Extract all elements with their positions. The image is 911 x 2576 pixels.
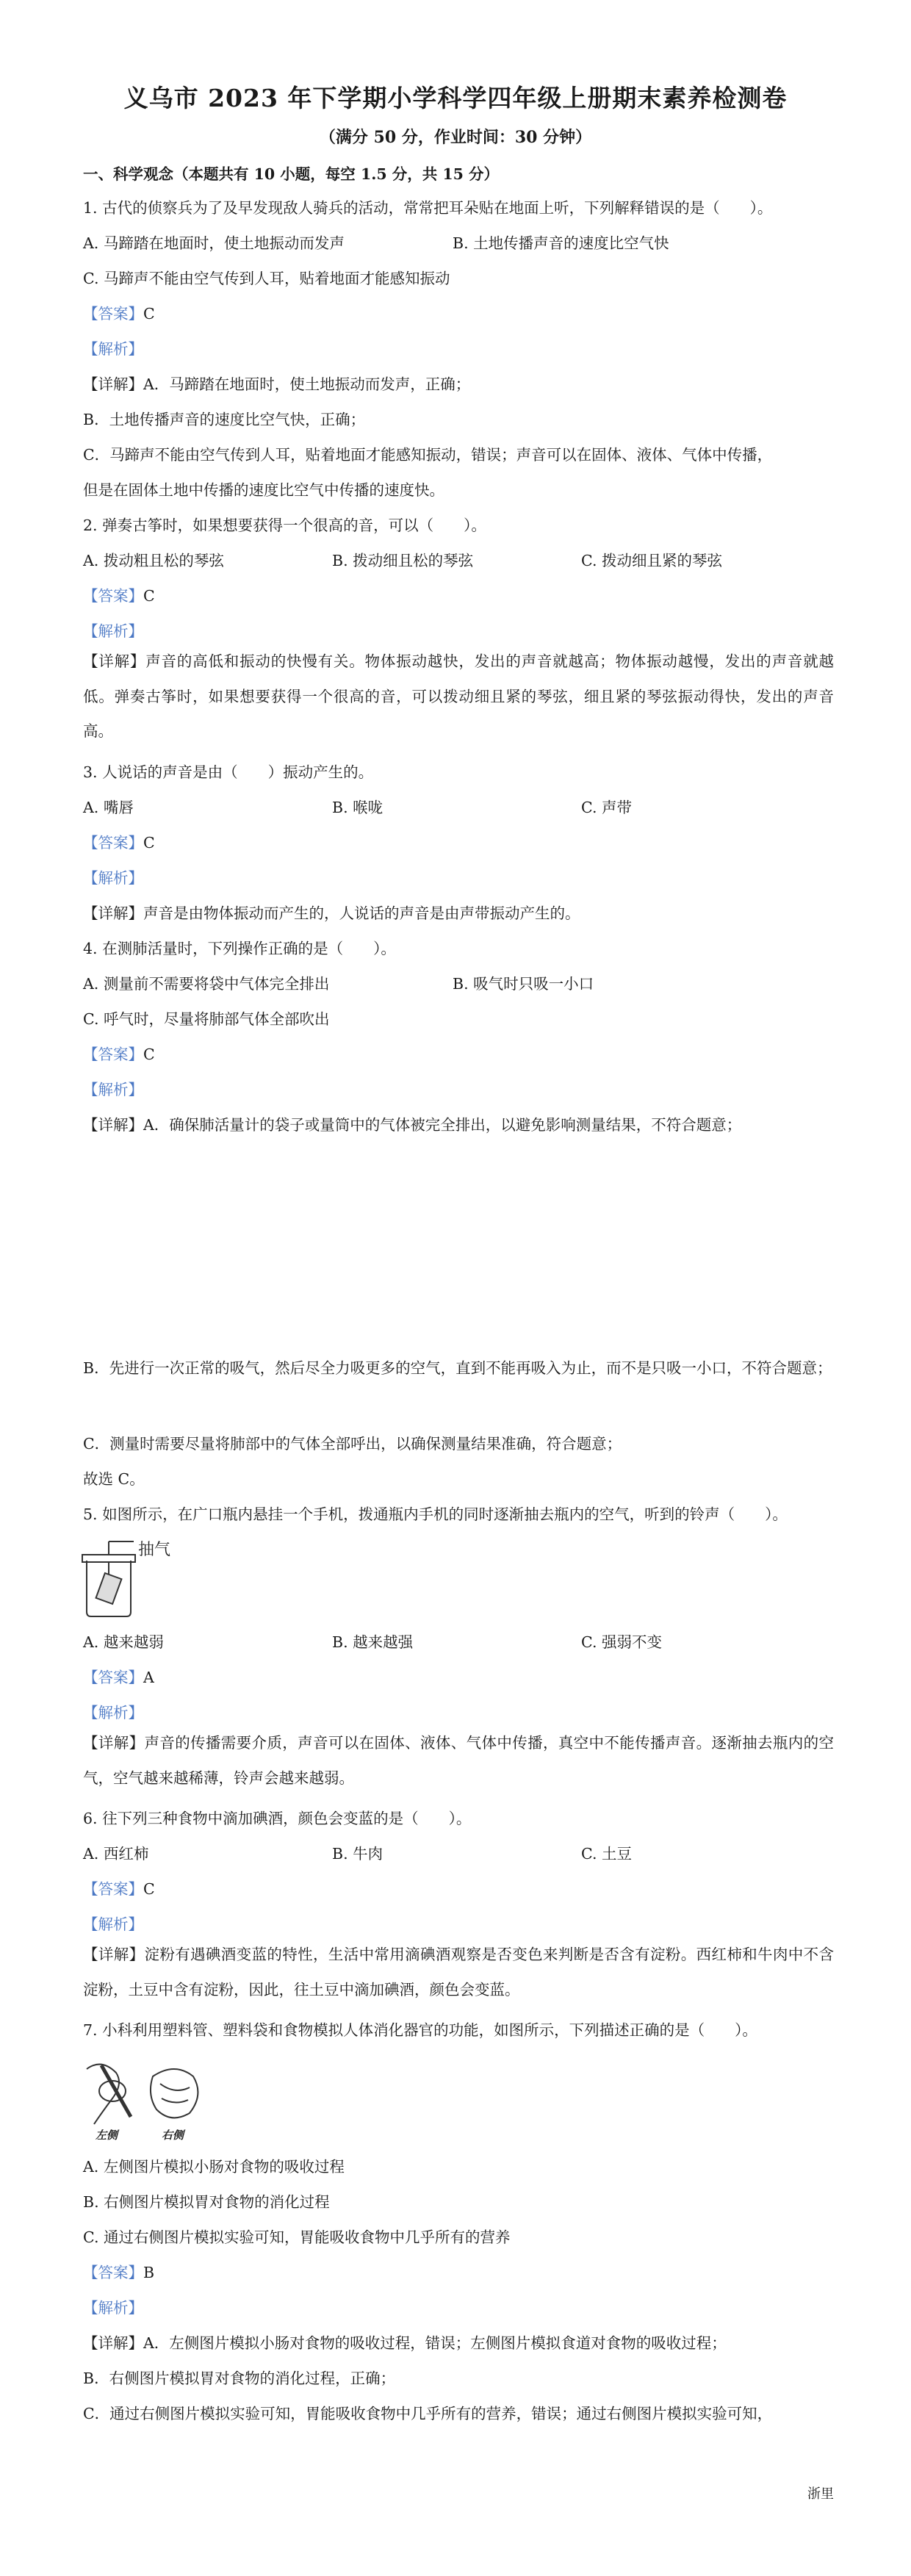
q7-detail-1-text: A．左侧图片模拟小肠对食物的吸收过程，错误；左侧图片模拟食道对食物的吸收过程；: [143, 2334, 727, 2352]
q1-detail-3: C．马蹄声不能由空气传到人耳，贴着地面才能感知振动，错误；声音可以在固体、液体、气体中传播，: [83, 446, 773, 464]
q6-stem: 6. 往下列三种食物中滴加碘酒，颜色会变蓝的是（ ）。: [83, 1810, 472, 1827]
q7-stem: 7. 小科利用塑料管、塑料袋和食物模拟人体消化器官的功能，如图所示，下列描述正确的是（ ）。: [83, 2021, 757, 2039]
q2-answer-value: C: [143, 587, 155, 605]
q5-answer: [83, 1666, 154, 1688]
q2-option-c: C. 拨动细且紧的琴弦: [581, 552, 722, 569]
page-title: 义乌市 2023 年下学期小学科学四年级上册期末素养检测卷: [123, 84, 788, 112]
q3-answer-value: C: [143, 834, 155, 852]
q4-detail-1: [83, 1114, 741, 1136]
q2-option-a: A. 拨动粗且松的琴弦: [83, 552, 224, 569]
right-hands: [160, 2084, 190, 2103]
q5-analysis-label: 【解析】: [83, 1704, 143, 1721]
q1-answer: [83, 303, 155, 325]
q4-detail-2: B．先进行一次正常的吸气，然后尽全力吸更多的空气，直到不能再吸入为止，而不是只吸一小口，不符合题意；: [83, 1359, 832, 1377]
q5-detail: [83, 1726, 834, 1796]
q5-detail-text: 声音的传播需要介质，声音可以在固体、液体、气体中传播，真空中不能传播声音。逐渐抽去瓶内的空气，空气越来越稀薄，铃声会越来越弱。: [83, 1734, 835, 1787]
q2-detail: [83, 644, 834, 749]
q2-option-b: B. 拨动细且松的琴弦: [332, 552, 474, 569]
q1-detail-1: [83, 373, 470, 395]
q6-detail-text: 淀粉有遇碘酒变蓝的特性，生活中常用滴碘酒观察是否变色来判断是否含有淀粉。西红柿和牛肉中不含淀粉，土豆中含有淀粉，因此，往土豆中滴加碘酒，颜色会变蓝。: [83, 1946, 835, 1998]
digestion-model-figure: [79, 2054, 212, 2143]
q2-detail-text: 声音的高低和振动的快慢有关。物体振动越快，发出的声音就越高；物体振动越慢，发出的声音就越低。弹奏古筝时，如果想要获得一个很高的音，可以拨动细且紧的琴弦，细且紧的琴弦振动得快，发出的声音高。: [83, 652, 834, 740]
q4-answer-value: C: [143, 1046, 155, 1063]
answer-label: 【答案】: [83, 1046, 143, 1063]
q7-option-a: A. 左侧图片模拟小肠对食物的吸收过程: [83, 2158, 345, 2176]
answer-label: 【答案】: [83, 1669, 143, 1686]
q7-detail-3: C．通过右侧图片模拟实验可知，胃能吸收食物中几乎所有的营养，错误；通过右侧图片模拟实验可知，: [83, 2405, 773, 2422]
phone-icon: [96, 1573, 122, 1604]
q2-answer: [83, 585, 155, 607]
q5-answer-value: A: [143, 1669, 154, 1686]
q1-detail-2: B．土地传播声音的速度比空气快，正确；: [83, 411, 366, 428]
q3-stem: 3. 人说话的声音是由（ ）振动产生的。: [83, 763, 374, 781]
q3-option-a: A. 嘴唇: [83, 799, 134, 816]
q7-analysis-label: 【解析】: [83, 2299, 143, 2317]
answer-label: 【答案】: [83, 1880, 143, 1898]
q6-option-a: A. 西红柿: [83, 1845, 149, 1863]
q5-option-a: A. 越来越弱: [83, 1633, 164, 1651]
q6-detail: [83, 1938, 834, 2007]
section-heading: 一、科学观念（本题共有 10 小题，每空 1.5 分，共 15 分）: [83, 165, 500, 183]
q4-detail-1-text: A．确保肺活量计的袋子或量筒中的气体被完全排出，以避免影响测量结果，不符合题意；: [143, 1116, 742, 1134]
q3-answer: [83, 832, 155, 854]
q3-option-c: C. 声带: [581, 799, 632, 816]
q7-option-c: C. 通过右侧图片模拟实验可知，胃能吸收食物中几乎所有的营养: [83, 2228, 511, 2246]
bell-jar-figure: [79, 1539, 175, 1619]
detail-label: 【详解】: [83, 1116, 143, 1134]
figure-label-right: 右侧: [162, 2129, 184, 2142]
q7-detail-2: B．右侧图片模拟胃对食物的消化过程，正确；: [83, 2370, 396, 2387]
q4-option-a: A. 测量前不需要将袋中气体完全排出: [83, 975, 330, 993]
q1-option-b: B. 土地传播声音的速度比空气快: [453, 234, 669, 252]
q3-analysis-label: 【解析】: [83, 869, 143, 887]
answer-label: 【答案】: [83, 305, 143, 323]
detail-label: 【详解】: [83, 2334, 143, 2352]
jar-lid: [82, 1555, 135, 1562]
detail-label: 【详解】: [83, 375, 143, 393]
q1-answer-value: C: [143, 305, 155, 323]
q7-answer: [83, 2262, 154, 2284]
detail-label: 【详解】: [83, 1734, 145, 1752]
detail-label: 【详解】: [83, 904, 143, 922]
q5-stem: 5. 如图所示，在广口瓶内悬挂一个手机，拨通瓶内手机的同时逐渐抽去瓶内的空气，听到的铃声（ ）。: [83, 1505, 788, 1523]
right-bag-icon: [151, 2069, 198, 2118]
q4-analysis-label: 【解析】: [83, 1081, 143, 1098]
q1-detail-4: 但是在固体土地中传播的速度比空气中传播的速度快。: [83, 481, 444, 499]
page-subtitle: （满分 50 分，作业时间：30 分钟）: [319, 128, 592, 147]
detail-label: 【详解】: [83, 652, 146, 670]
q4-detail-4: 故选 C。: [83, 1470, 145, 1488]
q4-option-c: C. 呼气时，尽量将肺部气体全部吹出: [83, 1010, 330, 1028]
q3-option-b: B. 喉咙: [332, 799, 384, 816]
q2-stem: 2. 弹奏古筝时，如果想要获得一个很高的音，可以（ ）。: [83, 517, 486, 534]
q6-option-c: C. 土豆: [581, 1845, 632, 1863]
q6-answer-value: C: [143, 1880, 155, 1898]
left-hand-icon: [87, 2065, 119, 2124]
q7-detail-1: [83, 2332, 727, 2354]
q4-option-b: B. 吸气时只吸一小口: [453, 975, 594, 993]
answer-label: 【答案】: [83, 834, 143, 852]
q6-analysis-label: 【解析】: [83, 1915, 143, 1933]
q3-detail-text: 声音是由物体振动而产生的，人说话的声音是由声带振动产生的。: [143, 904, 580, 922]
q1-analysis-label: 【解析】: [83, 340, 143, 358]
q4-detail-3: C．测量时需要尽量将肺部中的气体全部呼出，以确保测量结果准确，符合题意；: [83, 1435, 622, 1453]
q7-answer-value: B: [143, 2264, 155, 2281]
figure-label-pump: 抽气: [138, 1541, 171, 1559]
answer-label: 【答案】: [83, 2264, 143, 2281]
q6-option-b: B. 牛肉: [332, 1845, 384, 1863]
detail-label: 【详解】: [83, 1946, 145, 1963]
q3-detail: [83, 902, 580, 924]
q2-analysis-label: 【解析】: [83, 622, 143, 640]
q4-stem: 4. 在测肺活量时，下列操作正确的是（ ）。: [83, 940, 396, 957]
footer-watermark: 浙里: [807, 2486, 834, 2502]
q1-option-a: A. 马蹄踏在地面时，使土地振动而发声: [83, 234, 345, 252]
answer-label: 【答案】: [83, 587, 143, 605]
figure-label-left: 左侧: [96, 2129, 118, 2142]
q1-stem: 1. 古代的侦察兵为了及早发现敌人骑兵的活动，常常把耳朵贴在地面上听，下列解释错误的是（ ）。: [83, 199, 773, 217]
q4-answer: [83, 1043, 155, 1065]
q6-answer: [83, 1878, 155, 1900]
q5-option-c: C. 强弱不变: [581, 1633, 662, 1651]
q5-option-b: B. 越来越强: [332, 1633, 414, 1651]
q7-option-b: B. 右侧图片模拟胃对食物的消化过程: [83, 2193, 330, 2211]
q1-option-c: C. 马蹄声不能由空气传到人耳，贴着地面才能感知振动: [83, 270, 450, 287]
q1-detail-1-text: A．马蹄踏在地面时，使土地振动而发声，正确；: [143, 375, 471, 393]
